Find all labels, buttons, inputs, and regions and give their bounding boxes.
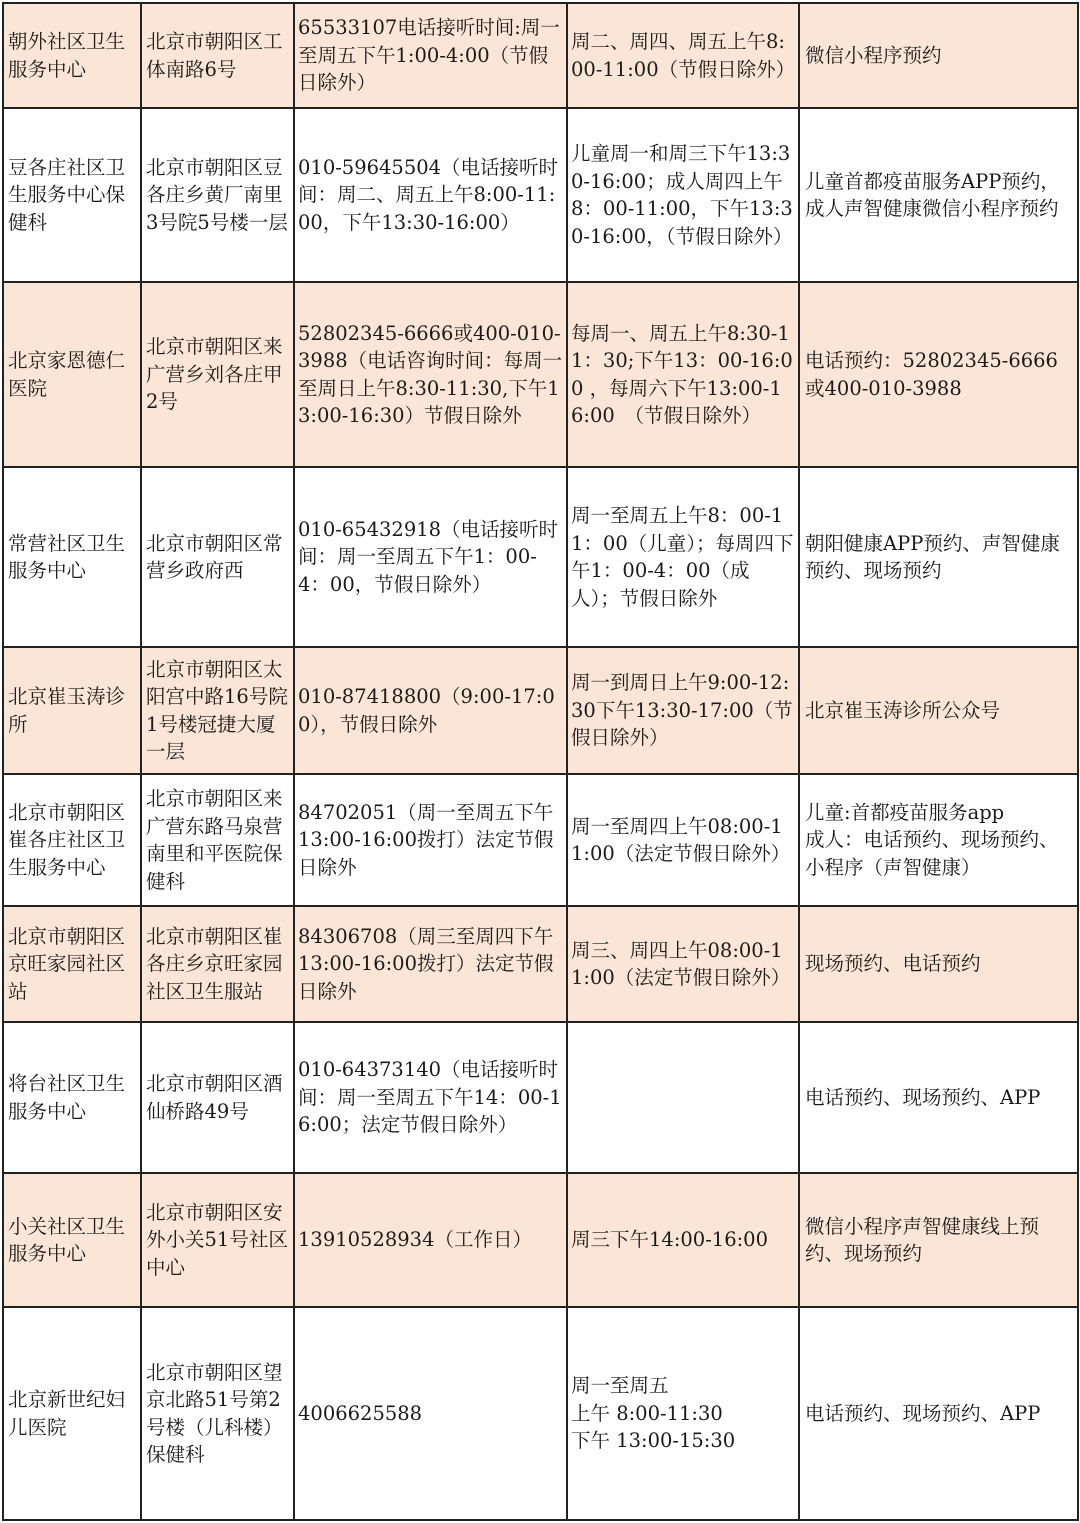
site-phone-cell: 84306708（周三至周四下午13:00-16:00拨打）法定节假日除外 <box>294 906 567 1022</box>
table-row <box>3 1173 1078 1307</box>
site-booking-cell: 微信小程序预约 <box>799 3 1078 108</box>
site-name-cell: 豆各庄社区卫生服务中心保健科 <box>3 108 141 282</box>
site-phone-cell: 010-59645504（电话接听时间：周二、周五上午8:00-11:00，下午13:30-16:00） <box>294 108 567 282</box>
site-name-cell: 小关社区卫生服务中心 <box>3 1173 141 1307</box>
table-row <box>3 774 1078 906</box>
site-phone-cell: 4006625588 <box>294 1307 567 1520</box>
site-name-cell: 北京市朝阳区崔各庄社区卫生服务中心 <box>3 774 141 906</box>
site-phone-cell: 010-64373140（电话接听时间：周一至周五下午14：00-16:00；法定节假日除外） <box>294 1022 567 1173</box>
site-booking-cell: 朝阳健康APP预约、声智健康预约、现场预约 <box>799 467 1078 647</box>
site-booking-cell: 微信小程序声智健康线上预约、现场预约 <box>799 1173 1078 1307</box>
site-hours-cell: 周一至周五上午8：00-11：00（儿童）；每周四下午1：00-4：00（成人）；节假日除外 <box>567 467 799 647</box>
site-phone-cell: 13910528934（工作日） <box>294 1173 567 1307</box>
site-phone-cell: 52802345-6666或400-010-3988（电话咨询时间：每周一至周日上午8:30-11:30,下午13:00-16:30）节假日除外 <box>294 282 567 467</box>
site-phone-cell: 010-65432918（电话接听时间：周一至周五下午1：00-4：00，节假日除外） <box>294 467 567 647</box>
site-phone-cell: 65533107电话接听时间:周一至周五下午1:00-4:00（节假日除外） <box>294 3 567 108</box>
site-hours-cell: 周三下午14:00-16:00 <box>567 1173 799 1307</box>
site-hours-cell: 周一到周日上午9:00-12:30下午13:30-17:00（节假日除外） <box>567 647 799 774</box>
site-hours-cell: 周一至周四上午08:00-11:00（法定节假日除外） <box>567 774 799 906</box>
table-row <box>3 3 1078 108</box>
site-phone-cell: 010-87418800（9:00-17:00），节假日除外 <box>294 647 567 774</box>
site-address-cell: 北京市朝阳区安外小关51号社区中心 <box>141 1173 294 1307</box>
site-booking-cell: 电话预约、现场预约、APP <box>799 1307 1078 1520</box>
site-hours-cell: 周三、周四上午08:00-11:00（法定节假日除外） <box>567 906 799 1022</box>
table-row <box>3 647 1078 774</box>
site-address-cell: 北京市朝阳区崔各庄乡京旺家园社区卫生服站 <box>141 906 294 1022</box>
site-address-cell: 北京市朝阳区太阳宫中路16号院1号楼冠捷大厦一层 <box>141 647 294 774</box>
site-booking-cell: 北京崔玉涛诊所公众号 <box>799 647 1078 774</box>
site-booking-cell: 电话预约：52802345-6666或400-010-3988 <box>799 282 1078 467</box>
table-row <box>3 108 1078 282</box>
site-name-cell: 北京新世纪妇儿医院 <box>3 1307 141 1520</box>
site-address-cell: 北京市朝阳区来广营东路马泉营南里和平医院保健科 <box>141 774 294 906</box>
site-booking-cell: 电话预约、现场预约、APP <box>799 1022 1078 1173</box>
site-address-cell: 北京市朝阳区常营乡政府西 <box>141 467 294 647</box>
site-name-cell: 北京崔玉涛诊所 <box>3 647 141 774</box>
table-body <box>3 3 1078 1520</box>
site-address-cell: 北京市朝阳区工体南路6号 <box>141 3 294 108</box>
site-hours-cell: 周二、周四、周五上午8:00-11:00（节假日除外） <box>567 3 799 108</box>
site-booking-cell: 现场预约、电话预约 <box>799 906 1078 1022</box>
site-hours-cell: 每周一、周五上午8:30-11：30;下午13：00-16:00 ，每周六下午13:00-16:00 （节假日除外） <box>567 282 799 467</box>
site-name-cell: 常营社区卫生服务中心 <box>3 467 141 647</box>
site-hours-cell: 儿童周一和周三下午13:30-16:00；成人周四上午8：00-11:00，下午13:30-16:00，（节假日除外） <box>567 108 799 282</box>
table-row <box>3 467 1078 647</box>
table-row <box>3 906 1078 1022</box>
table-row <box>3 1022 1078 1173</box>
site-address-cell: 北京市朝阳区酒仙桥路49号 <box>141 1022 294 1173</box>
site-hours-cell <box>567 1022 799 1173</box>
vaccination-sites-table <box>2 2 1079 1521</box>
site-name-cell: 朝外社区卫生服务中心 <box>3 3 141 108</box>
site-address-cell: 北京市朝阳区来广营乡刘各庄甲2号 <box>141 282 294 467</box>
site-name-cell: 北京市朝阳区京旺家园社区站 <box>3 906 141 1022</box>
table-row <box>3 1307 1078 1520</box>
site-name-cell: 北京家恩德仁医院 <box>3 282 141 467</box>
site-address-cell: 北京市朝阳区望京北路51号第2号楼（儿科楼）保健科 <box>141 1307 294 1520</box>
site-booking-cell: 儿童首都疫苗服务APP预约，成人声智健康微信小程序预约 <box>799 108 1078 282</box>
table-row <box>3 282 1078 467</box>
site-name-cell: 将台社区卫生服务中心 <box>3 1022 141 1173</box>
site-phone-cell: 84702051（周一至周五下午13:00-16:00拨打）法定节假日除外 <box>294 774 567 906</box>
site-address-cell: 北京市朝阳区豆各庄乡黄厂南里3号院5号楼一层 <box>141 108 294 282</box>
site-booking-cell: 儿童:首都疫苗服务app 成人：电话预约、现场预约、小程序（声智健康） <box>799 774 1078 906</box>
site-hours-cell: 周一至周五 上午 8:00-11:30 下午 13:00-15:30 <box>567 1307 799 1520</box>
